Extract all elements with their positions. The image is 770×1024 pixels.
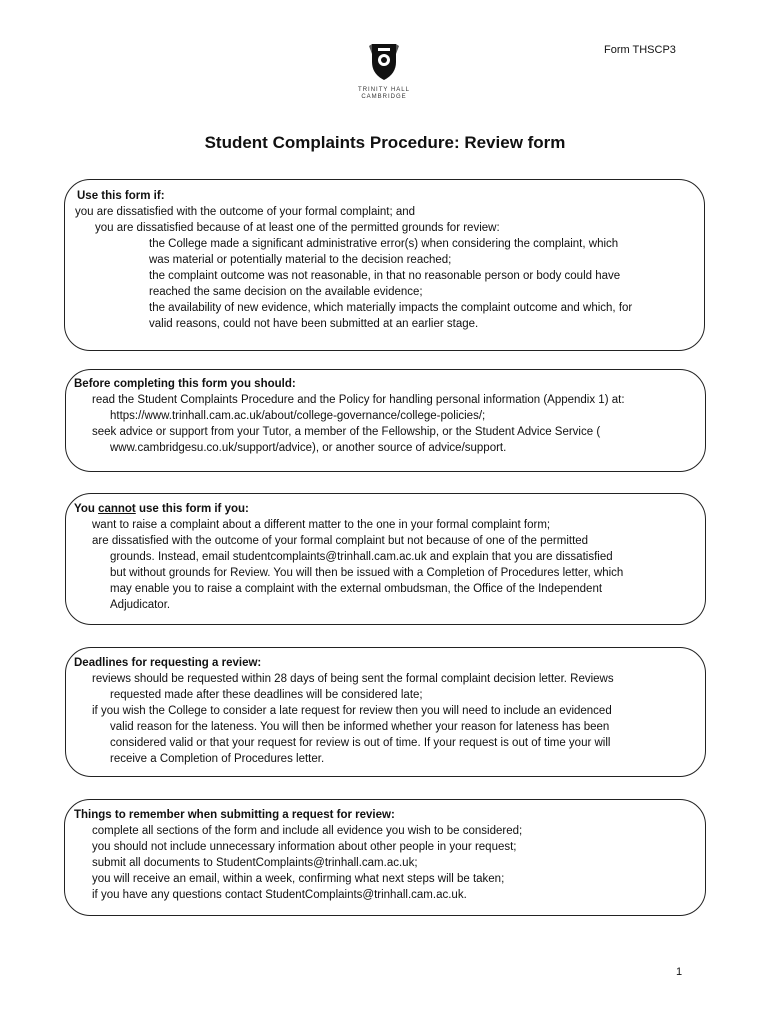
box-heading [74,501,249,517]
list-item: but without grounds for Review. You will then be issued with a Completion of Procedures letter, which [110,567,624,579]
before-completing-box [65,369,706,472]
list-item: you are dissatisfied with the outcome of your formal complaint; and [75,206,416,218]
list-item: receive a Completion of Procedures letter. [110,753,325,765]
list-item: reached the same decision on the available evidence; [149,286,423,298]
cannot-use-form-box [65,493,706,625]
list-item: the availability of new evidence, which materially impacts the complaint outcome and which, for [149,302,633,314]
list-item: Adjudicator. [110,599,171,611]
things-to-remember-box [64,799,706,916]
list-item: you are dissatisfied because of at least one of the permitted grounds for review: [95,222,500,234]
list-item: https://www.trinhall.cam.ac.uk/about/college-governance/college-policies/; [110,410,486,422]
heading-underlined: cannot [98,503,136,515]
heading-post: use this form if you: [135,503,249,515]
list-item: submit all documents to StudentComplaints@trinhall.cam.ac.uk; [92,857,418,869]
list-item: valid reason for the lateness. You will then be informed whether your reason for lateness has been [110,721,610,733]
list-item: was material or potentially material to the decision reached; [149,254,452,266]
list-item: requested made after these deadlines will be considered late; [110,689,423,701]
list-item: if you wish the College to consider a late request for review then you will need to include an evidenced [92,705,612,717]
page-title: Student Complaints Procedure: Review form [204,133,566,152]
list-item: you will receive an email, within a week, confirming what next steps will be taken; [92,873,505,885]
list-item: seek advice or support from your Tutor, a member of the Fellowship, or the Student Advice Service ( [92,426,601,438]
box-heading: Deadlines for requesting a review: [74,657,262,669]
list-item: may enable you to raise a complaint with the external ombudsman, the Office of the Independent [110,583,603,595]
list-item: complete all sections of the form and include all evidence you wish to be considered; [92,825,523,837]
list-item: are dissatisfied with the outcome of your formal complaint but not because of one of the permitted [92,535,589,547]
list-item: grounds. Instead, email studentcomplaints@trinhall.cam.ac.uk and explain that you are dissatisfied [110,551,613,563]
deadlines-box [65,647,706,777]
box-heading: Before completing this form you should: [74,378,296,390]
logo-text-line1: TRINITY HALL [358,87,410,93]
list-item: if you have any questions contact StudentComplaints@trinhall.cam.ac.uk. [92,889,467,901]
list-item: the College made a significant administrative error(s) when considering the complaint, which [149,238,619,250]
list-item: considered valid or that your request for review is out of time. If your request is out of time your will [110,737,611,749]
page-number: 1 [676,966,683,978]
list-item: read the Student Complaints Procedure and the Policy for handling personal information (Appendix 1) at: [92,394,625,406]
heading-pre: You [74,503,99,515]
list-item: valid reasons, could not have been submitted at an earlier stage. [149,318,479,330]
form-id: Form THSCP3 [604,44,676,56]
crest-icon [364,40,404,82]
logo-text-line2: CAMBRIDGE [361,94,407,100]
list-item: www.cambridgesu.co.uk/support/advice), or another source of advice/support. [110,442,507,454]
college-logo [352,40,416,104]
box-heading: Things to remember when submitting a request for review: [74,809,395,821]
list-item: reviews should be requested within 28 days of being sent the formal complaint decision letter. Reviews [92,673,614,685]
list-item: want to raise a complaint about a different matter to the one in your formal complaint form; [92,519,551,531]
list-item: the complaint outcome was not reasonable, in that no reasonable person or body could have [149,270,621,282]
use-form-if-box [64,179,705,351]
box-heading: Use this form if: [77,190,165,202]
list-item: you should not include unnecessary information about other people in your request; [92,841,517,853]
